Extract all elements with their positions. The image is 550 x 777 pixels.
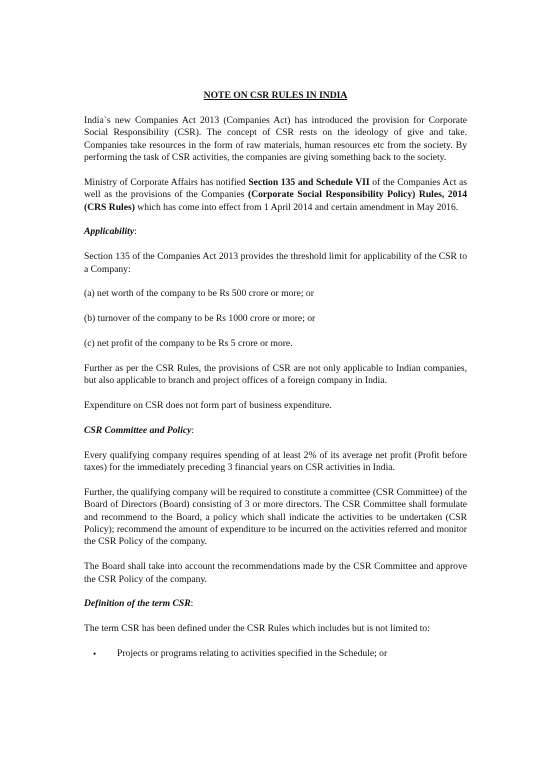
committee-heading-text: CSR Committee and Policy — [84, 424, 192, 436]
applicability-heading-colon: : — [134, 226, 137, 238]
applicability-further: Further as per the CSR Rules, the provisions of CSR are not only applicable to Indian companies, but also applicable to branch and project offices of a foreign company in India. — [84, 362, 467, 387]
ministry-text-2: of the Companies Act as well as the provisions of the Companies — [84, 176, 467, 201]
ministry-bold-rules: (Corporate Social Responsibility Policy) Rules, 2014 (CRS Rules) — [84, 189, 467, 213]
intro-paragraph: India`s new Companies Act 2013 (Companies Act) has introduced the provision for Corporate Social Responsibility (CSR). The concept of CSR rests on the ideology of give and take. Companies take resources in the form of raw materials, human resources etc from the society. By performing the task of CSR activities, the companies are giving something back to the society. — [84, 114, 467, 164]
applicability-heading-text: Applicability — [84, 226, 135, 238]
applicability-heading — [84, 226, 467, 238]
definition-bullet-list — [84, 648, 467, 660]
applicability-lead: Section 135 of the Companies Act 2013 provides the threshold limit for applicability of the CSR to a Company: — [84, 251, 467, 275]
ministry-paragraph — [84, 177, 467, 214]
bullet-icon: • — [93, 649, 97, 660]
document-title: NOTE ON CSR RULES IN INDIA — [203, 90, 348, 101]
ministry-text-1: Ministry of Corporate Affairs has notified — [84, 176, 249, 188]
criterion-item: (c) net profit of the company to be Rs 5 crore or more. — [84, 338, 293, 350]
committee-paragraph-3: The Board shall take into account the recommendations made by the CSR Committee and approve the CSR Policy of the company. — [84, 561, 467, 585]
definition-lead: The term CSR has been defined under the CSR Rules which includes but is not limited to: — [84, 623, 430, 635]
committee-heading — [84, 425, 467, 437]
definition-bullet-text: Projects or programs relating to activities specified in the Schedule; or — [117, 648, 388, 660]
definition-heading — [84, 598, 467, 610]
definition-heading-colon: : — [190, 598, 194, 610]
committee-paragraph-1: Every qualifying company requires spending of at least 2% of its average net profit (Profit before taxes) for the immediately preceding 3 financial years on CSR activities in India. — [84, 449, 467, 474]
document-body — [84, 90, 467, 660]
ministry-text-3: which has come into effect from 1 April 2014 and certain amendment in May 2016. — [134, 201, 459, 213]
criterion-item: (b) turnover of the company to be Rs 1000 crore or more; or — [84, 313, 316, 325]
ministry-bold-section: Section 135 and Schedule VII — [248, 176, 370, 188]
definition-heading-text: Definition of the term CSR — [84, 598, 191, 610]
applicability-expenditure: Expenditure on CSR does not form part of business expenditure. — [84, 400, 332, 412]
committee-heading-colon: : — [191, 424, 195, 436]
definition-bullet-item — [84, 648, 467, 660]
committee-paragraph-2: Further, the qualifying company will be required to constitute a committee (CSR Committee) of the Board of Directors (Board) consisting of 3 or more directors. The CSR Committee shall formulate and recommend to the Board, a policy which shall indicate the activities to be undertaken (CSR Policy); recommend the amount of expenditure to be incurred on the activities referred and monitor the CSR Policy of the company. — [84, 486, 467, 548]
criterion-item: (a) net worth of the company to be Rs 500 crore or more; or — [84, 288, 314, 300]
